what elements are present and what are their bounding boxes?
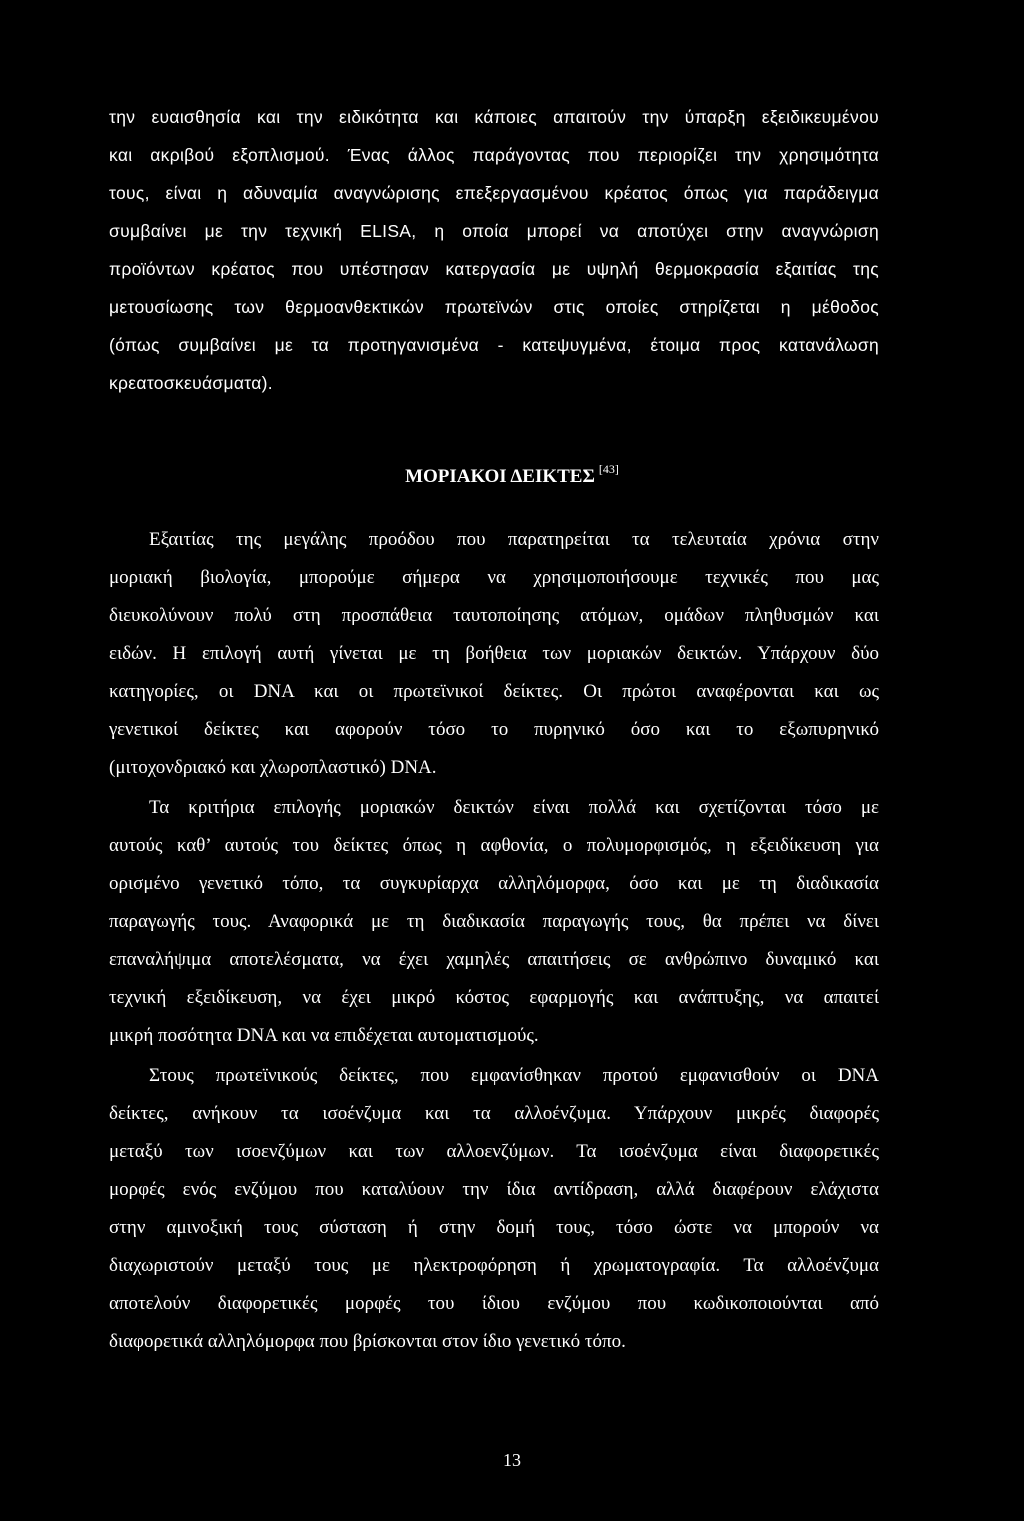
page-number: 13 (503, 1450, 521, 1470)
text-line: μικρή ποσότητα DNA και να επιδέχεται αυτοματισμούς. (109, 1025, 539, 1046)
text-line: Εξαιτίας της μεγάλης προόδου που παρατηρείται τα τελευταία χρόνια στην (149, 529, 879, 550)
text-line: προϊόντων κρέατος που υπέστησαν κατεργασία με υψηλή θερμοκρασία εξαιτίας της (109, 259, 879, 279)
text-line: μορφές ενός ενζύμου που καταλύουν την ίδια αντίδραση, αλλά διαφέρουν ελάχιστα (109, 1179, 879, 1200)
text-line: διαφορετικά αλληλόμορφα που βρίσκονται στον ίδιο γενετικό τόπο. (109, 1331, 626, 1352)
text-line: αυτούς καθ’ αυτούς του δείκτες όπως η αφθονία, ο πολυμορφισμός, η εξειδίκευση για (109, 835, 879, 856)
text-line: Τα κριτήρια επιλογής μοριακών δεικτών είναι πολλά και σχετίζονται τόσο με (149, 797, 879, 818)
text-line: δείκτες, ανήκουν τα ισοένζυμα και τα αλλοένζυμα. Υπάρχουν μικρές διαφορές (109, 1103, 879, 1124)
text-line: μεταξύ των ισοενζύμων και των αλλοενζύμων. Τα ισοένζυμα είναι διαφορετικές (109, 1141, 879, 1162)
text-line: στην αμινοξική τους σύσταση ή στην δομή τους, τόσο ώστε να μπορούν να (109, 1217, 879, 1238)
text-line: (μιτοχονδριακό και χλωροπλαστικό) DNA. (109, 757, 437, 778)
heading-reference: [43] (598, 462, 619, 476)
text-line: διαχωριστούν μεταξύ τους με ηλεκτροφόρηση ή χρωματογραφία. Τα αλλοένζυμα (109, 1255, 879, 1276)
text-line: ορισμένο γενετικό τόπο, τα συγκυρίαρχα αλληλόμορφα, όσο και με τη διαδικασία (109, 873, 879, 894)
text-line: παραγωγής τους. Αναφορικά με τη διαδικασία παραγωγής τους, θα πρέπει να δίνει (109, 911, 879, 932)
section-heading (0, 456, 1024, 490)
text-line: επαναλήψιμα αποτελέσματα, να έχει χαμηλές απαιτήσεις σε ανθρώπινο δυναμικό και (109, 949, 879, 970)
text-line: την ευαισθησία και την ειδικότητα και κάποιες απαιτούν την ύπαρξη εξειδικευμένου (109, 107, 879, 127)
text-line: τεχνική εξειδίκευση, να έχει μικρό κόστος εφαρμογής και ανάπτυξης, να απαιτεί (109, 987, 879, 1008)
text-line: γενετικοί δείκτες και αφορούν τόσο το πυρηνικό όσο και το εξωπυρηνικό (109, 719, 879, 740)
text-line: και ακριβού εξοπλισμού. Ένας άλλος παράγοντας που περιορίζει την χρησιμότητα (109, 145, 879, 165)
text-line: τους, είναι η αδυναμία αναγνώρισης επεξεργασμένου κρέατος όπως για παράδειγμα (109, 183, 879, 203)
text-line: αποτελούν διαφορετικές μορφές του ίδιου ενζύμου που κωδικοποιούνται από (109, 1293, 879, 1314)
text-line: μοριακή βιολογία, μπορούμε σήμερα να χρησιμοποιήσουμε τεχνικές που μας (109, 567, 879, 588)
text-line: κατηγορίες, οι DNA και οι πρωτεϊνικοί δείκτες. Οι πρώτοι αναφέρονται και ως (109, 681, 879, 702)
heading-title: ΜΟΡΙΑΚΟΙ ΔΕΙΚΤΕΣ (405, 466, 595, 487)
text-line: ειδών. Η επιλογή αυτή γίνεται με τη βοήθεια των μοριακών δεικτών. Υπάρχουν δύο (109, 643, 879, 664)
text-line: διευκολύνουν πολύ στη προσπάθεια ταυτοποίησης ατόμων, ομάδων πληθυσμών και (109, 605, 879, 626)
text-line: (όπως συμβαίνει με τα προτηγανισμένα - κατεψυγμένα, έτοιμα προς κατανάλωση (109, 335, 879, 355)
text-line: Στους πρωτεϊνικούς δείκτες, που εμφανίσθηκαν προτού εμφανισθούν οι DNA (149, 1065, 879, 1086)
text-line: μετουσίωσης των θερμοανθεκτικών πρωτεϊνών στις οποίες στηρίζεται η μέθοδος (109, 297, 879, 317)
text-line: κρεατοσκευάσματα). (109, 373, 273, 393)
text-line: συμβαίνει με την τεχνική ELISA, η οποία μπορεί να αποτύχει στην αναγνώριση (109, 221, 879, 241)
